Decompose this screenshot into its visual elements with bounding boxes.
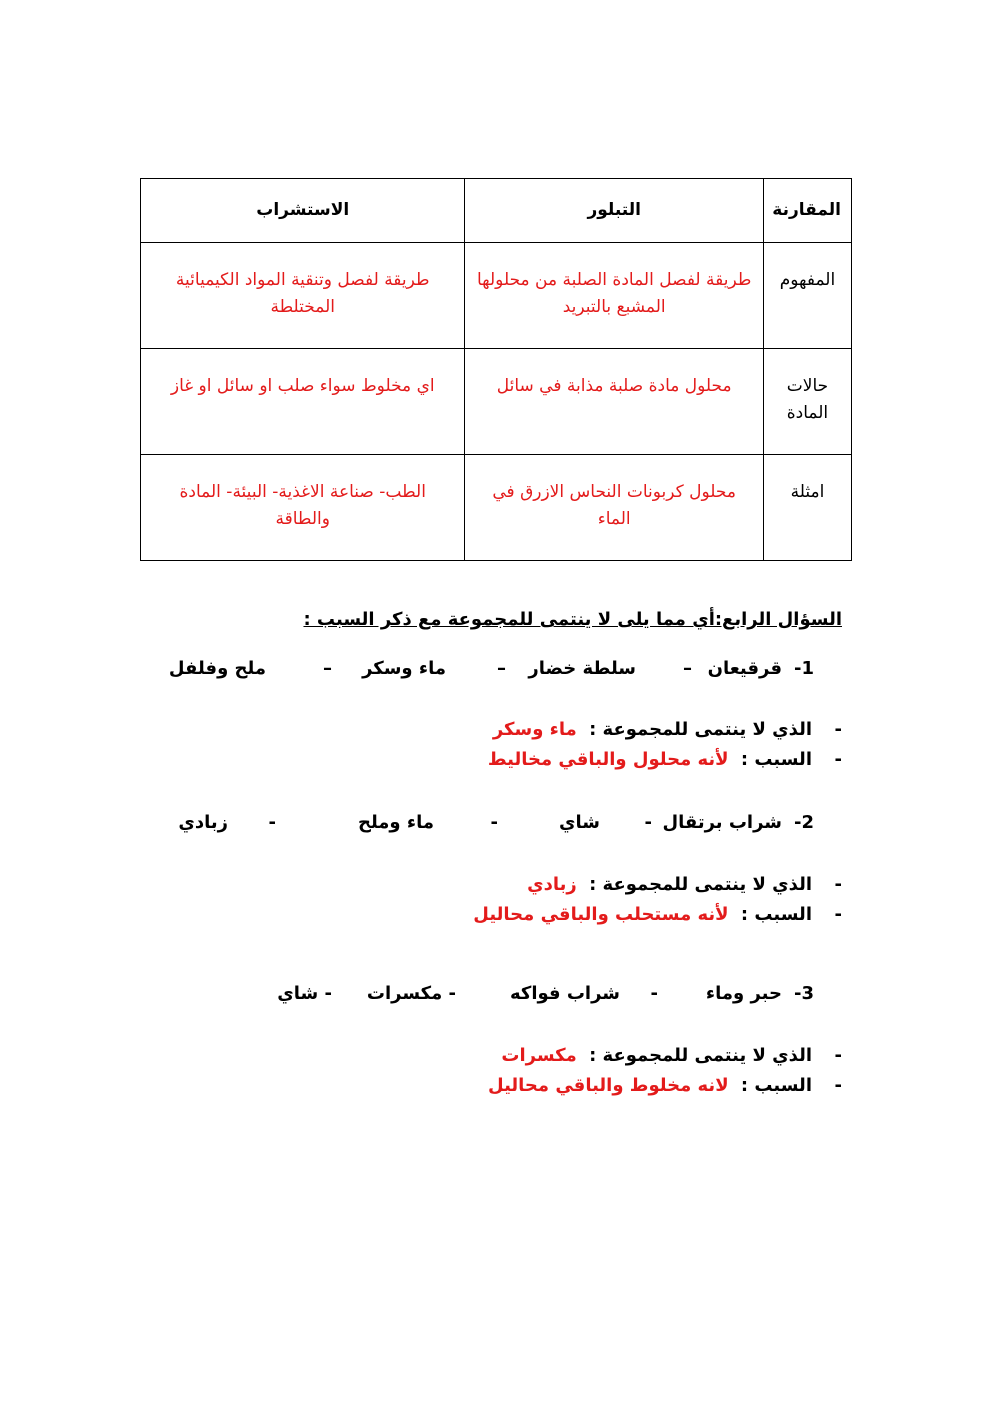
odd-one-line: - الذي لا ينتمى للمجموعة : ماء وسكر [492, 719, 842, 740]
item-number: 3- [793, 983, 814, 1004]
option: ماء وملح [357, 812, 434, 833]
separator: - [650, 983, 658, 1004]
reason-label: السبب : [740, 1075, 812, 1096]
option: سلطة خضار [528, 658, 636, 679]
item-1-options [0, 656, 992, 682]
odd-label: الذي لا ينتمى للمجموعة : [589, 1045, 812, 1066]
option: ماء وسكر [362, 658, 446, 679]
odd-answer: ماء وسكر [492, 719, 577, 740]
odd-one-line: - الذي لا ينتمى للمجموعة : زبادي [527, 874, 842, 895]
reason-answer: لانه مخلوط والباقي محاليل [488, 1075, 729, 1096]
item-2-options [0, 810, 992, 836]
separator: – [683, 658, 692, 679]
item-number: 2- [793, 812, 814, 833]
option: قرقيعان [707, 658, 782, 679]
reason-line: - السبب : لأنه محلول والباقي مخاليط [487, 749, 842, 770]
comparison-table [140, 178, 852, 561]
question-title: السؤال الرابع:أي مما يلى لا ينتمى للمجموعة مع ذكر السبب : [303, 609, 842, 630]
option: حبر وماء [705, 983, 782, 1004]
reason-answer: لأنه محلول والباقي مخاليط [487, 749, 729, 770]
chromatography-cell: طريقة لفصل وتنقية المواد الكيميائية المختلطة [141, 243, 465, 349]
odd-answer: مكسرات [501, 1045, 577, 1066]
crystallization-cell: طريقة لفصل المادة الصلبة من محلولها المشبع بالتبريد [465, 243, 763, 349]
option: ملح وفلفل [168, 658, 266, 679]
row-label: المفهوم [763, 243, 851, 349]
reason-label: السبب : [740, 904, 812, 925]
crystallization-cell: محلول مادة صلبة مذابة في سائل [465, 349, 763, 455]
option: شراب برتقال [662, 812, 782, 833]
odd-label: الذي لا ينتمى للمجموعة : [589, 874, 812, 895]
crystallization-cell: محلول كربونات النحاس الازرق في الماء [465, 455, 763, 561]
table-row [141, 349, 852, 455]
reason-line: - السبب : لأنه مستحلب والباقي محاليل [473, 904, 842, 925]
reason-label: السبب : [740, 749, 812, 770]
row-label: حالات المادة [763, 349, 851, 455]
option: زبادي [178, 812, 228, 833]
header-crystallization: التبلور [465, 179, 763, 243]
separator: – [323, 658, 332, 679]
option: شاي [559, 812, 600, 833]
odd-one-line: - الذي لا ينتمى للمجموعة : مكسرات [501, 1045, 842, 1066]
option: - شاي [277, 983, 332, 1004]
separator: - [268, 812, 276, 833]
header-chromatography: الاستشراب [141, 179, 465, 243]
reason-answer: لأنه مستحلب والباقي محاليل [473, 904, 729, 925]
chromatography-cell: الطب- صناعة الاغذية- البيئة- المادة والطاقة [141, 455, 465, 561]
separator: - [644, 812, 652, 833]
odd-answer: زبادي [527, 874, 577, 895]
item-number: 1- [793, 658, 814, 679]
table-header-row [141, 179, 852, 243]
reason-line: - السبب : لانه مخلوط والباقي محاليل [488, 1075, 842, 1096]
chromatography-cell: اي مخلوط سواء صلب او سائل او غاز [141, 349, 465, 455]
table-row [141, 243, 852, 349]
row-label: امثلة [763, 455, 851, 561]
header-comparison: المقارنة [763, 179, 851, 243]
odd-label: الذي لا ينتمى للمجموعة : [589, 719, 812, 740]
item-3-options [0, 981, 992, 1007]
option: - مكسرات [366, 983, 456, 1004]
separator: – [497, 658, 506, 679]
option: شراب فواكه [509, 983, 620, 1004]
separator: - [490, 812, 498, 833]
table-row [141, 455, 852, 561]
